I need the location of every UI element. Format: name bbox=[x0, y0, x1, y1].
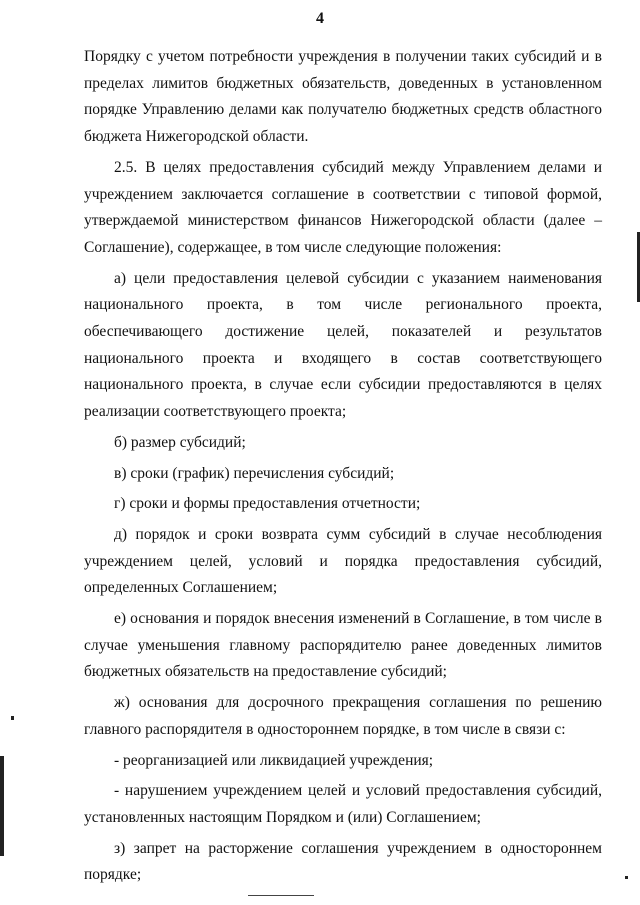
scan-dot-right bbox=[625, 876, 628, 879]
list-item-d: д) порядок и сроки возврата сумм субсидий в случае несоблюдения учреждением целей, условий и порядка предоставления субсидий, определенных Соглашением; bbox=[84, 525, 602, 597]
paragraph-continuation: Порядку с учетом потребности учреждения в получении таких субсидий и в пределах лимитов бюджетных обязательств, доведенных в установленном порядке Управлению делами как получателю бюджетных средств областного бюджета Нижегородской области. bbox=[84, 48, 602, 146]
document-body bbox=[84, 44, 602, 889]
list-item-b: б) размер субсидий; bbox=[114, 433, 246, 451]
paragraph-2-5: 2.5. В целях предоставления субсидий между Управлением делами и учреждением заключается соглашение в соответствии с типовой формой, утверждаемой министерством финансов Нижегородской области (далее – Соглашение), содержащее, в том числе следующие положения: bbox=[84, 158, 602, 256]
list-item-e: е) основания и порядок внесения изменений в Соглашение, в том числе в случае уменьшения главному распорядителю ранее доведенных лимитов бюджетных обязательств на предоставление субсидий; bbox=[84, 610, 602, 681]
page-number: 4 bbox=[316, 10, 324, 27]
list-item-zh: ж) основания для досрочного прекращения соглашения по решению главного распорядителя в одностороннем порядке, в том числе в связи с: bbox=[84, 694, 602, 738]
sub-item-violation: - нарушением учреждением целей и условий предоставления субсидий, установленных настоящим Порядком и (или) Соглашением; bbox=[84, 782, 602, 826]
scan-dot-left bbox=[11, 716, 14, 720]
list-item-g: г) сроки и формы предоставления отчетности; bbox=[114, 495, 421, 513]
list-item-a: а) цели предоставления целевой субсидии с указанием наименования национального проекта, в том числе регионального проекта, обеспечивающего достижение целей, показателей и результатов национального проекта и входящего в состав соответствующего национального проекта, в случае если субсидии предоставляются в целях реализации соответствующего проекта; bbox=[84, 269, 602, 421]
footer-rule bbox=[248, 895, 314, 896]
sub-item-reorganization: - реорганизацией или ликвидацией учреждения; bbox=[114, 751, 434, 769]
scan-edge-mark-left bbox=[0, 756, 4, 856]
list-item-v: в) сроки (график) перечисления субсидий; bbox=[114, 464, 395, 482]
list-item-z: з) запрет на расторжение соглашения учреждением в одностороннем порядке; bbox=[84, 839, 602, 884]
